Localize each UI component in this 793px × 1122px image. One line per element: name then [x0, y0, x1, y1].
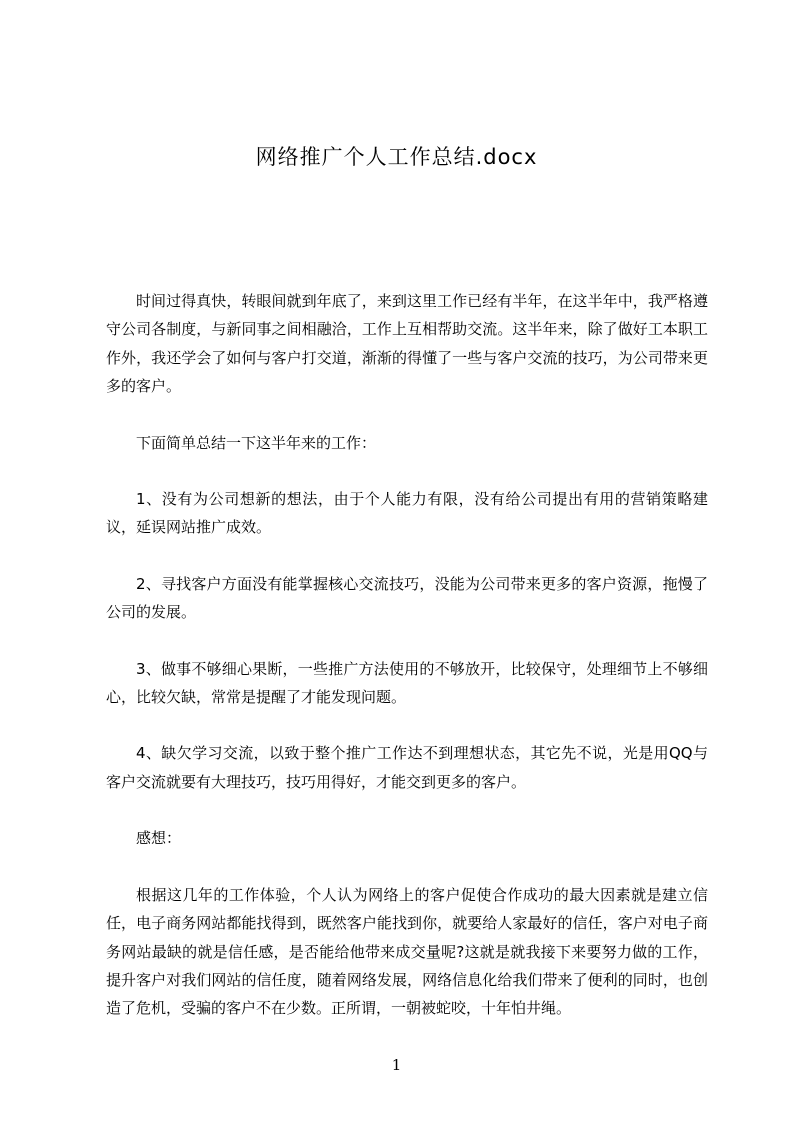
- paragraph-reflection: 根据这几年的工作体验，个人认为网络上的客户促使合作成功的最大因素就是建立信任，电子商务网站都能找得到，既然客户能找到你，就要给人家最好的信任，客户对电子商务网站最缺的就是信任感，是否能给他带来成交量呢?这就是就我接下来要努力做的工作，提升客户对我们网站的信任度，随着网络发展，网络信息化给我们带来了便利的同时，也创造了危机，受骗的客户不在少数。正所谓，一朝被蛇咬，十年怕井绳。: [106, 885, 708, 1018]
- paragraph-item-2: 2、寻找客户方面没有能掌握核心交流技巧，没能为公司带来更多的客户资源，拖慢了公司的发展。: [106, 574, 708, 622]
- paragraph-summary-lead: 下面简单总结一下这半年来的工作：: [136, 433, 377, 452]
- document-body: [106, 287, 708, 1023]
- paragraph-item-4: 4、缺欠学习交流，以致于整个推广工作达不到理想状态，其它先不说，光是用QQ与客户交流就要有大理技巧，技巧用得好，才能交到更多的客户。: [106, 744, 708, 791]
- paragraph-reflection-heading: 感想：: [136, 829, 182, 848]
- document-title: 网络推广个人工作总结.docx: [255, 145, 538, 169]
- paragraph-item-3: 3、做事不够细心果断，一些推广方法使用的不够放开，比较保守，处理细节上不够细心，比较欠缺，常常是提醒了才能发现问题。: [106, 659, 708, 707]
- paragraph-item-1: 1、没有为公司想新的想法，由于个人能力有限，没有给公司提出有用的营销策略建议，延误网站推广成效。: [106, 490, 708, 537]
- page-number: 1: [391, 1056, 402, 1074]
- paragraph-intro: 时间过得真快，转眼间就到年底了，来到这里工作已经有半年，在这半年中，我严格遵守公司各制度，与新同事之间相融洽，工作上互相帮助交流。这半年来，除了做好工本职工作外，我还学会了如何与客户打交道，渐渐的得懂了一些与客户交流的技巧，为公司带来更多的客户。: [106, 292, 708, 396]
